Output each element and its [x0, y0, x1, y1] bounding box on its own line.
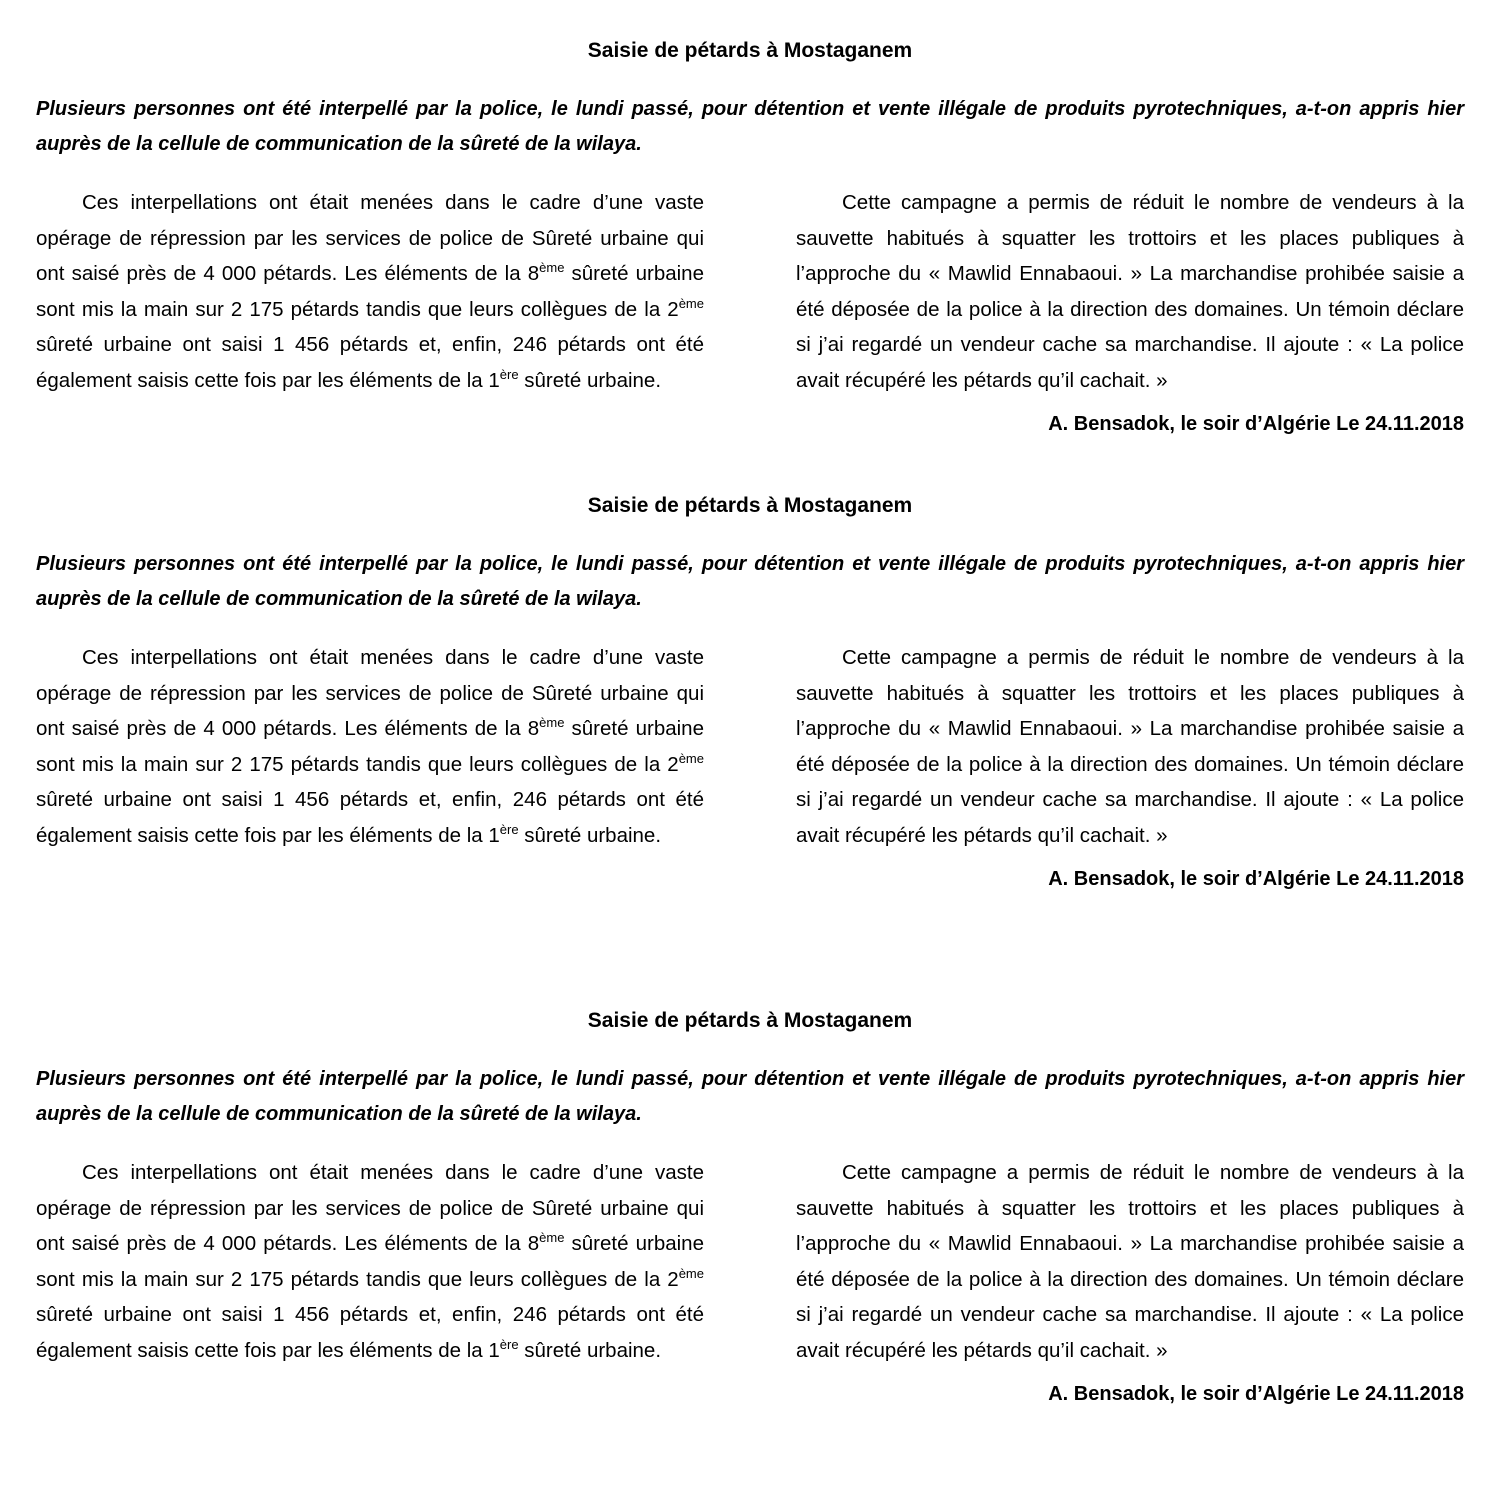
article-columns	[36, 640, 1464, 853]
right-column: Cette campagne a permis de réduit le nombre de vendeurs à la sauvette habitués à squatter les trottoirs et les places publiques à l’approche du « Mawlid Ennabaoui. » La marchandise prohibée saisie a été déposée de la police à la direction des domaines. Un témoin déclare si j’ai regardé un vendeur cache sa marchandise. Il ajoute : « La police avait récupéré les pétards qu’il cachait. »	[796, 191, 1464, 392]
left-column: Ces interpellations ont était menées dans le cadre d’une vaste opérage de répression par les services de police de Sûreté urbaine qui ont saisé près de 4 000 pétards. Les éléments de la 8ème sûreté urbaine sont mis la main sur 2 175 pétards tandis que leurs collègues de la 2ème sûreté urbaine ont saisi 1 456 pétards et, enfin, 246 pétards ont été également saisis cette fois par les éléments de la 1ère sûreté urbaine.	[36, 1161, 704, 1362]
article-title: Saisie de pétards à Mostaganem	[587, 494, 913, 517]
left-column: Ces interpellations ont était menées dans le cadre d’une vaste opérage de répression par les services de police de Sûreté urbaine qui ont saisé près de 4 000 pétards. Les éléments de la 8ème sûreté urbaine sont mis la main sur 2 175 pétards tandis que leurs collègues de la 2ème sûreté urbaine ont saisi 1 456 pétards et, enfin, 246 pétards ont été également saisis cette fois par les éléments de la 1ère sûreté urbaine.	[36, 191, 704, 392]
article-2	[36, 493, 1464, 892]
article-columns	[36, 185, 1464, 398]
article-signature: A. Bensadok, le soir d’Algérie Le 24.11.2018	[1048, 1383, 1464, 1405]
article-lead: Plusieurs personnes ont été interpellé par la police, le lundi passé, pour détention et vente illégale de produits pyrotechniques, a-t-on appris hier auprès de la cellule de communication de la sûreté de la wilaya.	[36, 1068, 1464, 1125]
right-column: Cette campagne a permis de réduit le nombre de vendeurs à la sauvette habitués à squatter les trottoirs et les places publiques à l’approche du « Mawlid Ennabaoui. » La marchandise prohibée saisie a été déposée de la police à la direction des domaines. Un témoin déclare si j’ai regardé un vendeur cache sa marchandise. Il ajoute : « La police avait récupéré les pétards qu’il cachait. »	[796, 1161, 1464, 1362]
article-signature: A. Bensadok, le soir d’Algérie Le 24.11.2018	[1048, 413, 1464, 435]
article-lead: Plusieurs personnes ont été interpellé par la police, le lundi passé, pour détention et vente illégale de produits pyrotechniques, a-t-on appris hier auprès de la cellule de communication de la sûreté de la wilaya.	[36, 553, 1464, 610]
left-column: Ces interpellations ont était menées dans le cadre d’une vaste opérage de répression par les services de police de Sûreté urbaine qui ont saisé près de 4 000 pétards. Les éléments de la 8ème sûreté urbaine sont mis la main sur 2 175 pétards tandis que leurs collègues de la 2ème sûreté urbaine ont saisi 1 456 pétards et, enfin, 246 pétards ont été également saisis cette fois par les éléments de la 1ère sûreté urbaine.	[36, 646, 704, 847]
article-title: Saisie de pétards à Mostaganem	[587, 1009, 913, 1032]
article-columns	[36, 1155, 1464, 1368]
right-column: Cette campagne a permis de réduit le nombre de vendeurs à la sauvette habitués à squatter les trottoirs et les places publiques à l’approche du « Mawlid Ennabaoui. » La marchandise prohibée saisie a été déposée de la police à la direction des domaines. Un témoin déclare si j’ai regardé un vendeur cache sa marchandise. Il ajoute : « La police avait récupéré les pétards qu’il cachait. »	[796, 646, 1464, 847]
article-3	[36, 1008, 1464, 1407]
article-lead: Plusieurs personnes ont été interpellé par la police, le lundi passé, pour détention et vente illégale de produits pyrotechniques, a-t-on appris hier auprès de la cellule de communication de la sûreté de la wilaya.	[36, 98, 1464, 155]
article-title: Saisie de pétards à Mostaganem	[587, 39, 913, 62]
article-signature: A. Bensadok, le soir d’Algérie Le 24.11.2018	[1048, 868, 1464, 890]
article-1	[36, 38, 1464, 437]
